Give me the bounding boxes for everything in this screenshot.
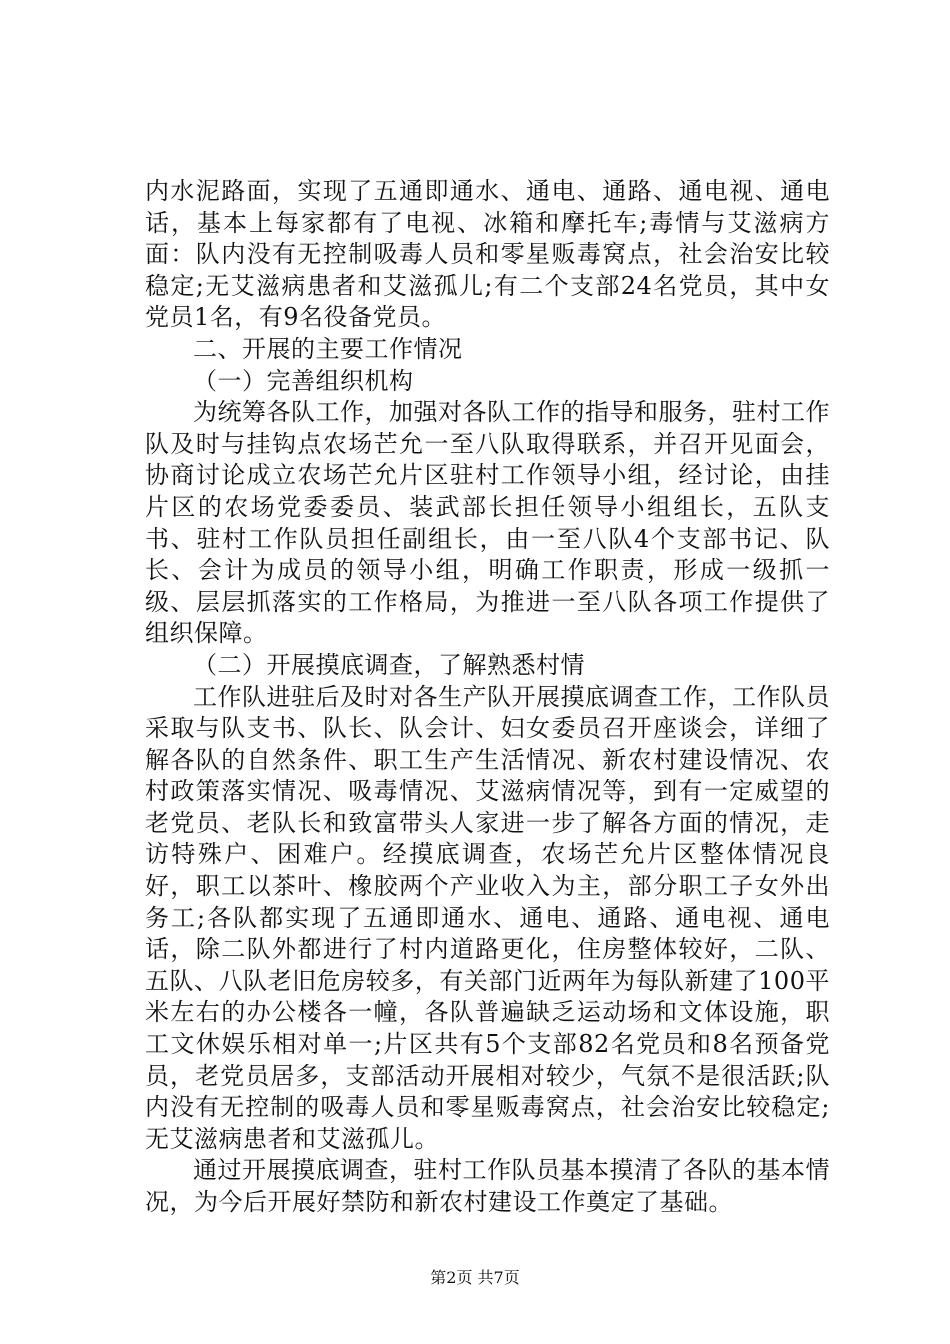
- section-heading-2: 二、开展的主要工作情况: [193, 334, 463, 363]
- paragraph-conclusion: 通过开展摸底调查，驻村工作队员基本摸清了各队的基本情况，为今后开展好禁防和新农村建设工作奠定了基础。: [145, 1156, 830, 1216]
- document-body: [145, 176, 830, 1219]
- paragraph-organization: 为统筹各队工作，加强对各队工作的指导和服务，驻村工作队及时与挂钩点农场芒允一至八队取得联系，并召开见面会，协商讨论成立农场芒允片区驻村工作领导小组，经讨论，由挂片区的农场党委委员、装武部长担任领导小组组长，五队支书、驻村工作队员担任副组长，由一至八队4个支部书记、队长、会计为成员的领导小组，明确工作职责，形成一级抓一级、层层抓落实的工作格局，为推进一至八队各项工作提供了组织保障。: [145, 398, 830, 648]
- subsection-heading-2: （二）开展摸底调查，了解熟悉村情: [193, 650, 585, 679]
- paragraph-1: 内水泥路面，实现了五通即通水、通电、通路、通电视、通电话，基本上每家都有了电视、冰箱和摩托车;毒情与艾滋病方面：队内没有无控制吸毒人员和零星贩毒窝点，社会治安比较稳定;无艾滋病患者和艾滋孤儿;有二个支部24名党员，其中女党员1名，有9名役备党员。: [145, 177, 830, 332]
- subsection-heading-1: （一）完善组织机构: [193, 366, 414, 395]
- page-footer: 第2页 共7页: [430, 1268, 520, 1287]
- paragraph-survey: 工作队进驻后及时对各生产队开展摸底调查工作，工作队员采取与队支书、队长、队会计、妇女委员召开座谈会，详细了解各队的自然条件、职工生产生活情况、新农村建设情况、农村政策落实情况、吸毒情况、艾滋病情况等，到有一定威望的老党员、老队长和致富带头人家进一步了解各方面的情况，走访特殊户、困难户。经摸底调查，农场芒允片区整体情况良好，职工以茶叶、橡胶两个产业收入为主，部分职工子女外出务工;各队都实现了五通即通水、通电、通路、通电视、通电话，除二队外都进行了村内道路更化，住房整体较好，二队、五队、八队老旧危房较多，有关部门近两年为每队新建了100平米左右的办公楼各一幢，各队普遍缺乏运动场和文体设施，职工文休娱乐相对单一;片区共有5个支部82名党员和8名预备党员，老党员居多，支部活动开展相对较少，气氛不是很活跃;队内没有无控制的吸毒人员和零星贩毒窝点，社会治安比较稳定;无艾滋病患者和艾滋孤儿。: [145, 682, 830, 1153]
